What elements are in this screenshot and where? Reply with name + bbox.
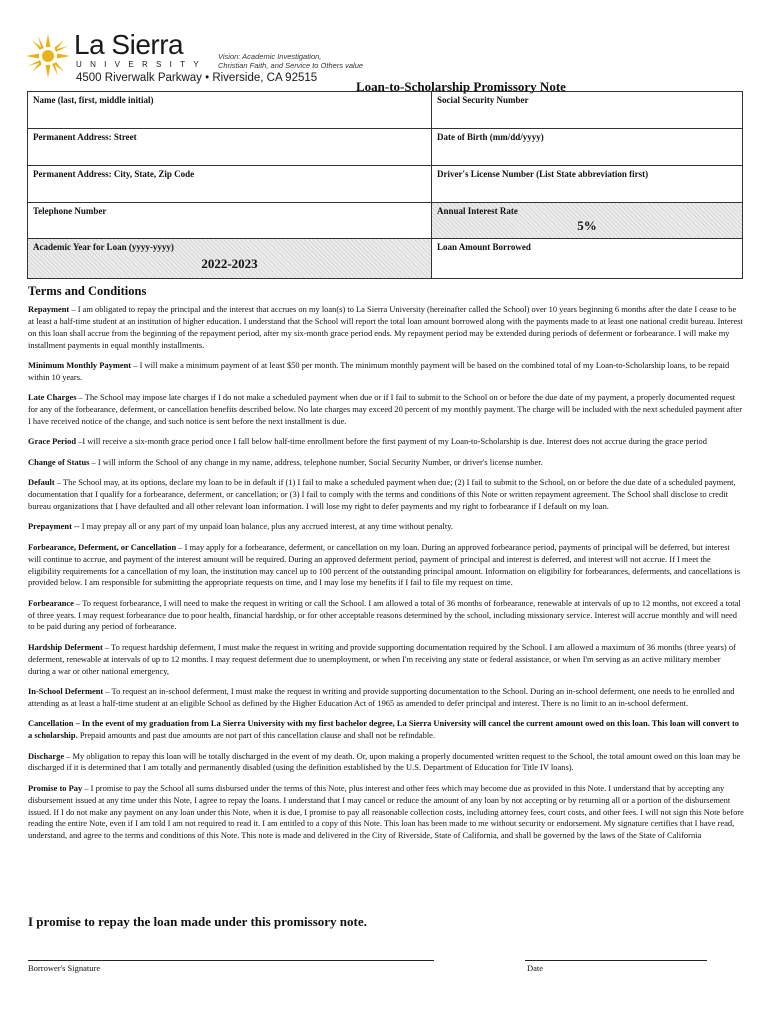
borrower-signature-line[interactable] bbox=[28, 960, 434, 961]
term-change-of-status: Change of Status – I will inform the School of any change in my name, address, telephone number, Social Security Number, or driver's license number. bbox=[28, 456, 543, 467]
year-label: Academic Year for Loan (yyyy-yyyy) bbox=[33, 242, 174, 252]
dob-label: Date of Birth (mm/dd/yyyy) bbox=[437, 132, 544, 142]
phone-field[interactable] bbox=[28, 203, 432, 239]
phone-label: Telephone Number bbox=[33, 206, 107, 216]
street-label: Permanent Address: Street bbox=[33, 132, 137, 142]
license-field[interactable] bbox=[432, 166, 743, 203]
city-label: Permanent Address: City, State, Zip Code bbox=[33, 169, 195, 179]
term-discharge: Discharge – My obligation to repay this loan will be totally discharged in the event of my death. Or, upon making a properly documented written request to the School, the total amount owed on this loan may be discharged if it is determined that I am totally and permanently disabled (using the definition established by the U.S. Department of Education for Title IV loans). bbox=[28, 750, 741, 773]
logo-university: UNIVERSITY bbox=[76, 60, 208, 69]
rate-value: 5% bbox=[577, 218, 597, 233]
term-grace-period: Grace Period –I will receive a six-month grace period once I fall below half-time enrollment before the first payment of my Loan-to-Scholarship is due. Interest does not accrue during the grace period bbox=[28, 436, 707, 447]
university-address: 4500 Riverwalk Parkway • Riverside, CA 92515 bbox=[76, 72, 318, 84]
ssn-label: Social Security Number bbox=[437, 95, 529, 105]
ssn-field[interactable] bbox=[432, 92, 743, 129]
term-prepayment: Prepayment -- I may prepay all or any part of my unpaid loan balance, plus any accrued interest, at any time without penalty. bbox=[28, 521, 454, 532]
term-forbearance-deferment-cancellation: Forbearance, Deferment, or Cancellation – I may apply for a forbearance, deferment, or cancellation on my loan. During an approved forbearance period, payments of principal will be deferred, but interest will continue to accrue, and payment of the interest amount will be required. During an approved deferment period, payment of principal and interest is deferred, and interest will not accrue. If I meet the eligibility requirements for a cancellation of my loan, the institution may cancel up to 100 percent of the outstanding principal amount. Information on eligibility for forbearances, deferments, and cancellations is provided below. I am responsible for submitting the appropriate requests on time, and I may lose my benefits if I fail to file my request on time. bbox=[28, 541, 741, 588]
document-title: Loan-to-Scholarship Promissory Note bbox=[356, 79, 566, 94]
street-field[interactable] bbox=[28, 129, 432, 166]
date-signature-line[interactable] bbox=[525, 960, 707, 961]
term-late-charges: Late Charges – The School may impose late charges if I do not make a scheduled payment when due or if I fail to submit to the School on or before the due date of my payment, a properly documented request for any of the forbearance, deferment, or cancellation benefits described below. No late charges may exceed 20 percent of my monthly payment. The charge will be included with the next scheduled payment after I have received notice of the change, and such notice is sent before the next installment is due. bbox=[28, 392, 743, 426]
borrower-info-form bbox=[27, 91, 743, 279]
term-hardship-deferment: Hardship Deferment – To request hardship deferment, I must make the request in writing and provide supporting documentation required by the School. I am allowed a maximum of 36 months (three years) of deferment, renewable at intervals of up to 12 months. I may request deferment due to unemployment, or when I'm receiving any state or federal assistance, or when I'm serving as an active military member during a war or other national emergency, bbox=[28, 641, 736, 676]
logo-wordmark: La Sierra bbox=[74, 29, 184, 60]
promise-statement: I promise to repay the loan made under this promissory note. bbox=[28, 914, 367, 929]
term-minimum-payment: Minimum Monthly Payment – I will make a minimum payment of at least $50 per month. The minimum monthly payment will be based on the combined total of my Loan-to-Scholarship loans, to be repaid within 10 years. bbox=[28, 359, 730, 382]
name-label: Name (last, first, middle initial) bbox=[33, 95, 154, 105]
term-promise-to-pay: Promise to Pay – I promise to pay the School all sums disbursed under the terms of this Note, plus interest and other fees which may become due as provided in this Note. I understand that by accepting any disbursement issued at any time under this Note, I agree to repay the loans. I understand that I may cancel or reduce the amount of any loan by not accepting or by returning all or a portion of the disbursement issued. If I do not make any payment on any loan under this Note, when it is due, I promise to pay all reasonable collection costs, including attorney fees, court costs, and other fees. I will not sign this Note before reading the entire Note, even if I am told I am not required to read it. I am entitled to a copy of this Note. This loan has been made to me without security or endorsement. My signature certifies that I have read, understand, and agree to the terms and conditions of this Note. This note is made and delivered in the City of Riverside, State of California, and shall be governed by the laws of the State of California bbox=[28, 782, 744, 841]
rate-label: Annual Interest Rate bbox=[437, 206, 518, 216]
logo-tagline: Vision: Academic Investigation, Christian Faith, and Service to Others value bbox=[218, 52, 364, 70]
name-field[interactable] bbox=[28, 92, 432, 129]
dob-field[interactable] bbox=[432, 129, 743, 166]
sun-emblem-icon bbox=[26, 34, 70, 78]
term-cancellation: Cancellation – In the event of my graduation from La Sierra University with my first bachelor degree, La Sierra University will cancel the current amount owed on this loan. This loan will convert to a scholarship. Prepaid amounts and past due amounts are not part of this cancellation clause and shall not be refindable. bbox=[28, 718, 739, 741]
amount-label: Loan Amount Borrowed bbox=[437, 242, 531, 252]
term-repayment: Repayment – I am obligated to repay the principal and the interest that accrues on my loan(s) to La Sierra University (hereinafter called the School) over 10 years beginning 6 months after the date I cease to be at least a half-time student at an institution of higher education. I understand that the School will report the total loan amount borrowed along with the payments made to at least one national credit bureau. Interest on this loan shall accrue from the beginning of the repayment period, after my six-month grace period ends. My repayment period may be extended during periods of deferment or forbearance. I will make my installment payments in equal monthly installments. bbox=[28, 304, 743, 350]
amount-field[interactable] bbox=[432, 239, 743, 279]
term-default: Default – The School may, at its options, declare my loan to be in default if (1) I fail to make a scheduled payment when due; (2) I fail to submit to the School, on or before the due date of a scheduled payment, documentation that I qualify for a forbearance, deferment, or cancellation; or (3) I fail to comply with the terms and conditions of this Note or written repayment agreement. The School shall disclose to credit bureau organizations that I have defaulted and all other relevant loan information. I will lose my right to defer payments and my right to forbearance if I default on my loan. bbox=[28, 477, 736, 511]
term-in-school-deferment: In-School Deferment – To request an in-school deferment, I must make the request in writing and provide supporting documentation to the School. During an in-school deferment, one needs to be enrolled and attending as at least a half-time student at an eligible School as defined by the Higher Education Act of 1965 as amended to defer principal and interest. There is no limit to an in-school deferment. bbox=[28, 686, 735, 708]
city-field[interactable] bbox=[28, 166, 432, 203]
interest-rate-field bbox=[432, 203, 743, 239]
license-label: Driver's License Number (List State abbreviation first) bbox=[437, 169, 649, 179]
terms-body bbox=[28, 304, 744, 851]
academic-year-field bbox=[28, 239, 432, 279]
term-forbearance: Forbearance – To request forbearance, I will need to make the request in writing or call the School. I am allowed a total of 36 months of forbearance, renewable at intervals of up to 12 months, not exceed a total of three years. I may request forbearance due to poor health, financial hardship, or for other acceptable reasons determined by the school, including missionary service. Interest will accrue monthly and will need to be paid during any period of forbearance. bbox=[28, 597, 741, 632]
year-value: 2022-2023 bbox=[201, 256, 258, 271]
terms-heading: Terms and Conditions bbox=[28, 284, 147, 298]
borrower-signature-label: Borrower's Signature bbox=[28, 963, 101, 973]
date-label: Date bbox=[527, 963, 544, 973]
